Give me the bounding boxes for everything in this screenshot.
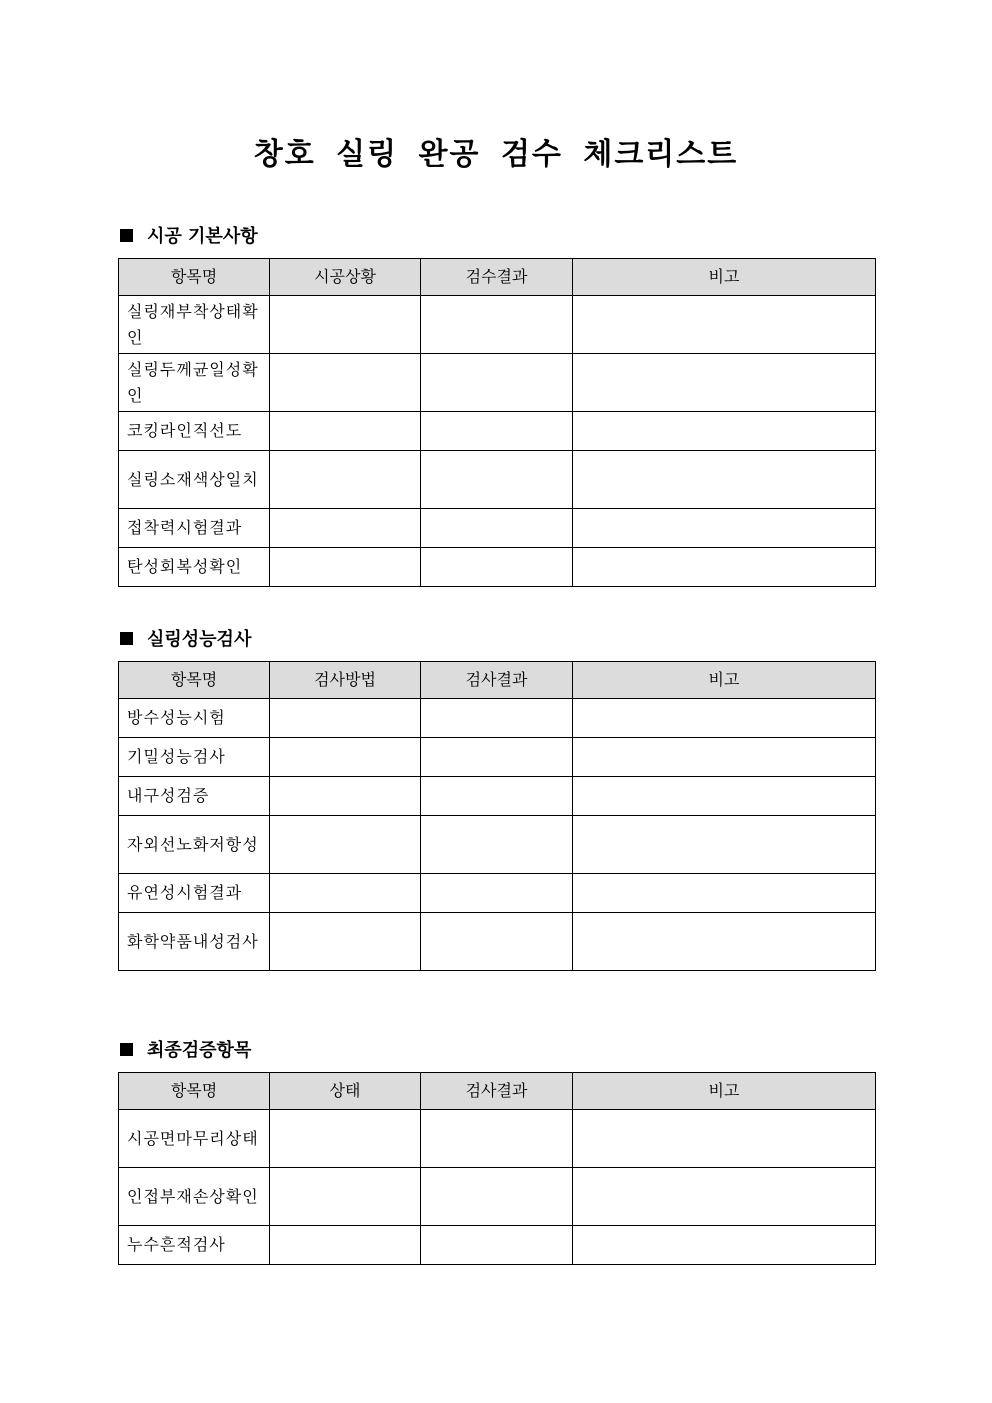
construction-status-cell[interactable] [270,509,421,548]
checklist-table [118,1072,876,1265]
test-result-cell[interactable] [421,699,573,738]
section-heading-label: 실링성능검사 [147,629,252,650]
remarks-cell[interactable] [573,412,876,451]
inspection-result-cell[interactable] [421,412,573,451]
black-square-icon [120,1043,133,1056]
inspection-result-cell[interactable] [421,296,573,354]
inspection-result-cell[interactable] [421,548,573,587]
status-cell[interactable] [270,1226,421,1265]
table-row [119,354,876,412]
black-square-icon [120,632,133,645]
table-row [119,451,876,509]
inspection-result-cell[interactable] [421,451,573,509]
table-row [119,777,876,816]
column-header-status: 상태 [270,1073,421,1110]
section-heading [118,1034,875,1064]
section-construction-basics [118,220,875,587]
item-name-cell: 방수성능시험 [119,699,270,738]
column-header-inspection-result: 검수결과 [421,259,573,296]
table-header-row [119,1073,876,1110]
test-method-cell[interactable] [270,913,421,971]
section-final-verification [118,1034,875,1265]
table-header-row [119,662,876,699]
column-header-item: 항목명 [119,1073,270,1110]
item-name-cell: 시공면마무리상태 [119,1110,270,1168]
table-row [119,509,876,548]
test-result-cell[interactable] [421,777,573,816]
remarks-cell[interactable] [573,548,876,587]
table-row [119,1110,876,1168]
table-row [119,296,876,354]
black-square-icon [120,229,133,242]
remarks-cell[interactable] [573,699,876,738]
item-name-cell: 실링두께균일성확인 [119,354,270,412]
section-sealing-performance [118,623,875,971]
remarks-cell[interactable] [573,1110,876,1168]
construction-status-cell[interactable] [270,354,421,412]
item-name-cell: 접착력시험결과 [119,509,270,548]
test-result-cell[interactable] [421,816,573,874]
construction-status-cell[interactable] [270,451,421,509]
construction-status-cell[interactable] [270,412,421,451]
table-row [119,412,876,451]
test-result-cell[interactable] [421,874,573,913]
item-name-cell: 내구성검증 [119,777,270,816]
test-result-cell[interactable] [421,913,573,971]
remarks-cell[interactable] [573,816,876,874]
item-name-cell: 유연성시험결과 [119,874,270,913]
remarks-cell[interactable] [573,738,876,777]
remarks-cell[interactable] [573,296,876,354]
test-result-cell[interactable] [421,1226,573,1265]
construction-status-cell[interactable] [270,548,421,587]
inspection-result-cell[interactable] [421,509,573,548]
remarks-cell[interactable] [573,509,876,548]
test-result-cell[interactable] [421,1168,573,1226]
item-name-cell: 기밀성능검사 [119,738,270,777]
item-name-cell: 자외선노화저항성 [119,816,270,874]
item-name-cell: 실링재부착상태확인 [119,296,270,354]
remarks-cell[interactable] [573,913,876,971]
status-cell[interactable] [270,1168,421,1226]
construction-status-cell[interactable] [270,296,421,354]
remarks-cell[interactable] [573,874,876,913]
test-method-cell[interactable] [270,874,421,913]
item-name-cell: 탄성회복성확인 [119,548,270,587]
checklist-table [118,661,876,971]
item-name-cell: 코킹라인직선도 [119,412,270,451]
column-header-test-result: 검사결과 [421,662,573,699]
table-row [119,913,876,971]
column-header-remarks: 비고 [573,662,876,699]
section-heading [118,623,875,653]
item-name-cell: 실링소재색상일치 [119,451,270,509]
test-method-cell[interactable] [270,816,421,874]
remarks-cell[interactable] [573,1226,876,1265]
table-header-row [119,259,876,296]
table-row [119,1168,876,1226]
table-row [119,699,876,738]
document-title: 창호 실링 완공 검수 체크리스트 [253,137,739,172]
checklist-table [118,258,876,587]
column-header-item: 항목명 [119,662,270,699]
remarks-cell[interactable] [573,451,876,509]
column-header-remarks: 비고 [573,1073,876,1110]
inspection-result-cell[interactable] [421,354,573,412]
column-header-remarks: 비고 [573,259,876,296]
table-row [119,874,876,913]
table-row [119,548,876,587]
test-method-cell[interactable] [270,699,421,738]
table-row [119,738,876,777]
column-header-construction-status: 시공상황 [270,259,421,296]
column-header-test-result: 검사결과 [421,1073,573,1110]
section-heading-label: 시공 기본사항 [147,226,258,247]
section-heading [118,220,875,250]
section-heading-label: 최종검증항목 [147,1040,252,1061]
test-result-cell[interactable] [421,1110,573,1168]
status-cell[interactable] [270,1110,421,1168]
column-header-test-method: 검사방법 [270,662,421,699]
remarks-cell[interactable] [573,1168,876,1226]
table-row [119,1226,876,1265]
test-method-cell[interactable] [270,738,421,777]
table-row [119,816,876,874]
item-name-cell: 인접부재손상확인 [119,1168,270,1226]
remarks-cell[interactable] [573,354,876,412]
test-result-cell[interactable] [421,738,573,777]
test-method-cell[interactable] [270,777,421,816]
item-name-cell: 누수흔적검사 [119,1226,270,1265]
remarks-cell[interactable] [573,777,876,816]
column-header-item: 항목명 [119,259,270,296]
item-name-cell: 화학약품내성검사 [119,913,270,971]
